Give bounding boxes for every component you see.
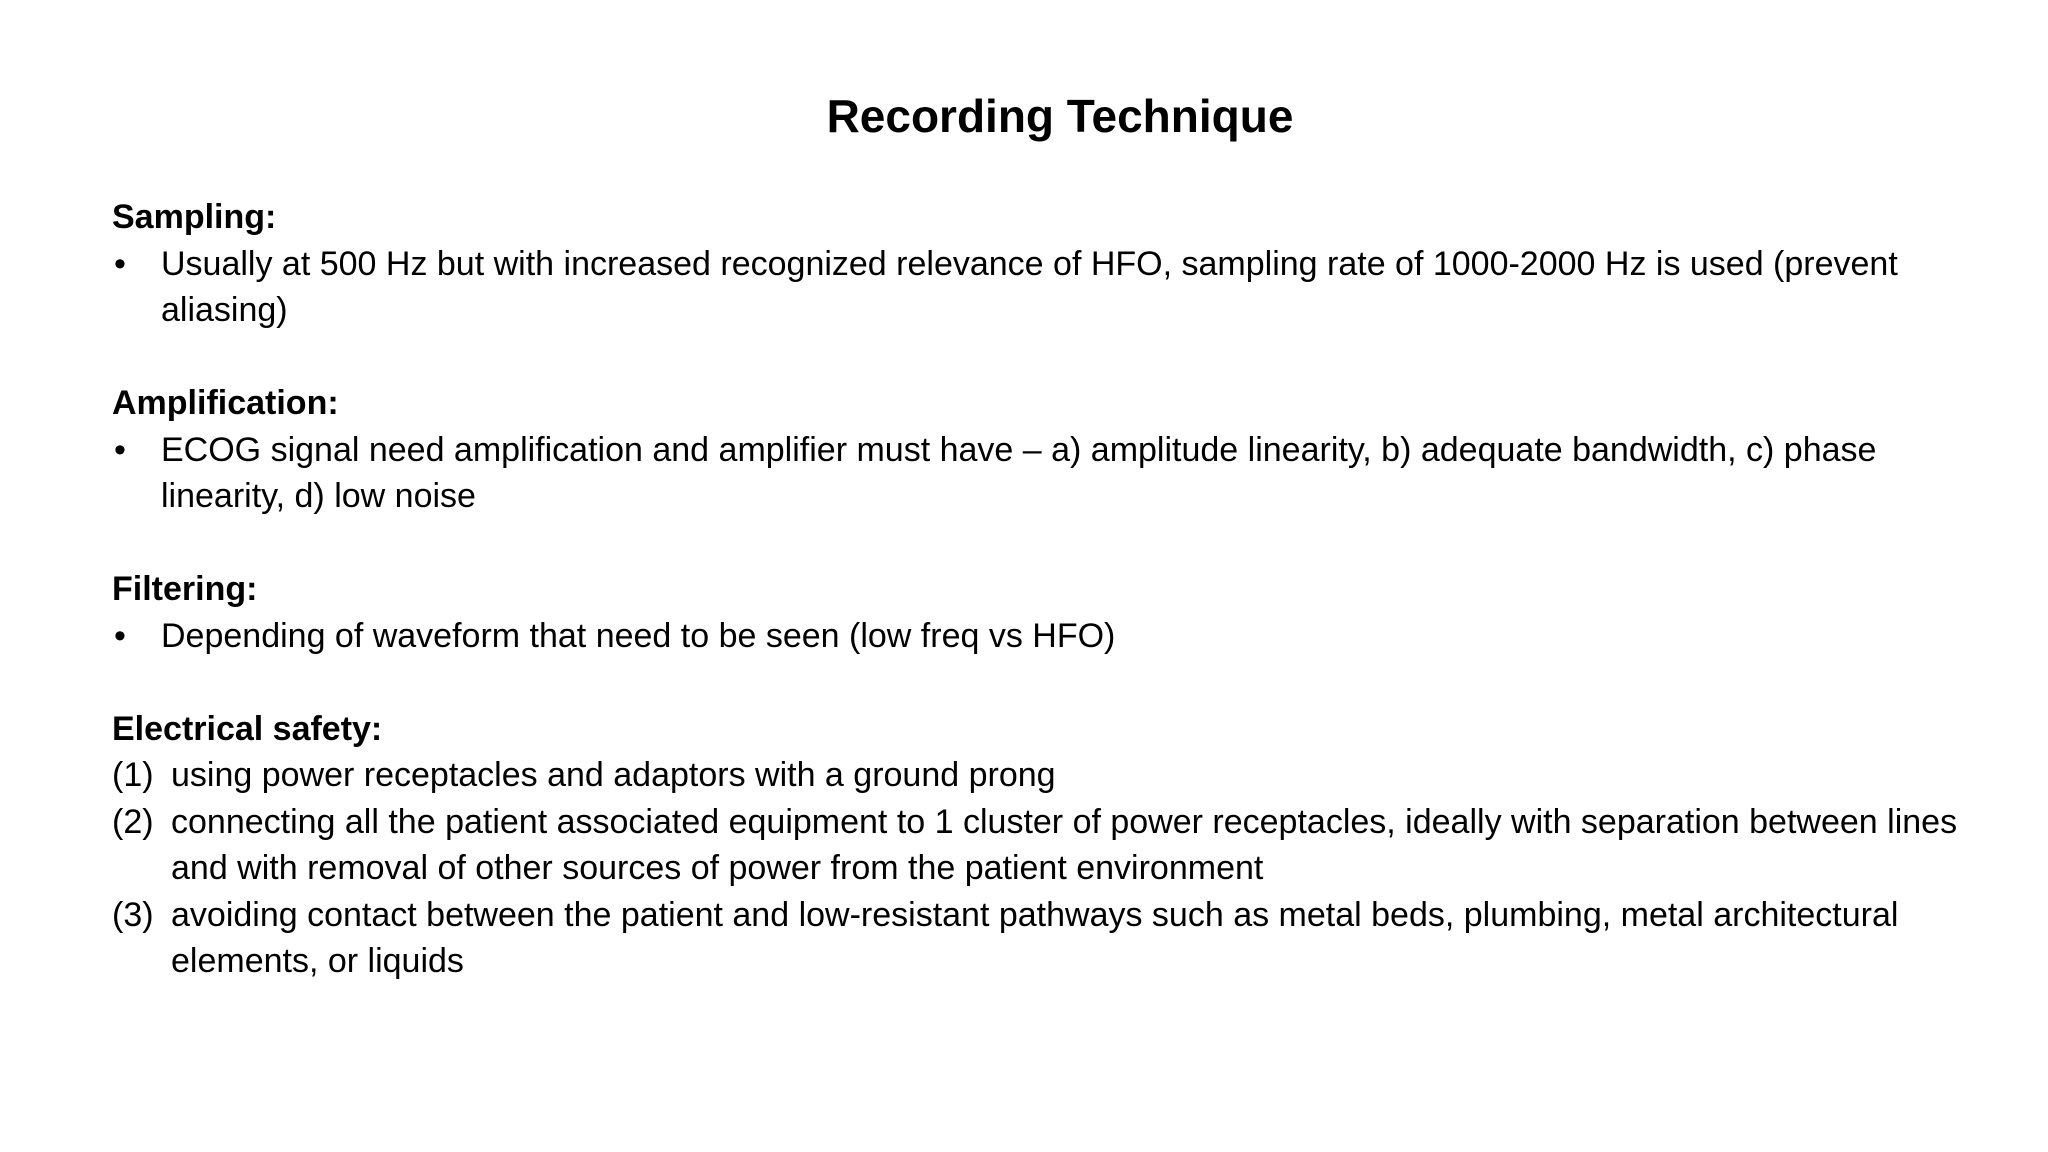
list-item [112, 613, 1992, 660]
section-heading: Electrical safety: [112, 709, 383, 748]
number-marker: (2) [112, 802, 154, 841]
list-item-text: Depending of waveform that need to be seen (low freq vs HFO) [161, 616, 1116, 655]
section-amplification [112, 380, 1992, 520]
slide-content [112, 194, 1992, 985]
section-electrical-safety [112, 706, 1992, 985]
section-filtering [112, 566, 1992, 659]
number-marker: (1) [112, 756, 154, 794]
bullet-marker: • [114, 244, 126, 283]
list-item [112, 752, 1992, 799]
bullet-marker: • [114, 430, 126, 469]
list-item [112, 241, 1992, 334]
section-heading: Filtering: [112, 570, 258, 608]
list-item-text: avoiding contact between the patient and low-resistant pathways such as metal beds, plumbing, metal architectural elements, or liquids [171, 895, 1899, 980]
bullet-list [112, 241, 1992, 334]
list-item [112, 799, 1992, 892]
section-heading: Sampling: [112, 198, 277, 236]
bullet-list [112, 613, 1992, 660]
bullet-list [112, 427, 1992, 520]
list-item [112, 892, 1992, 985]
section-sampling [112, 194, 1992, 334]
list-item [112, 427, 1992, 520]
list-item-text: connecting all the patient associated equipment to 1 cluster of power receptacles, ideally with separation between lines and with removal of other sources of power from the patient environment [171, 802, 1958, 887]
list-item-text: Usually at 500 Hz but with increased recognized relevance of HFO, sampling rate of 1000-2000 Hz is used (prevent aliasing) [161, 244, 1898, 329]
slide-title: Recording Technique [826, 90, 1294, 142]
section-heading: Amplification: [112, 384, 339, 422]
bullet-marker: • [114, 616, 126, 655]
list-item-text: using power receptacles and adaptors with a ground prong [171, 756, 1056, 794]
list-item-text: ECOG signal need amplification and amplifier must have – a) amplitude linearity, b) adequate bandwidth, c) phase linearity, d) low noise [161, 430, 1877, 515]
numbered-list [112, 752, 1992, 985]
number-marker: (3) [112, 895, 154, 934]
